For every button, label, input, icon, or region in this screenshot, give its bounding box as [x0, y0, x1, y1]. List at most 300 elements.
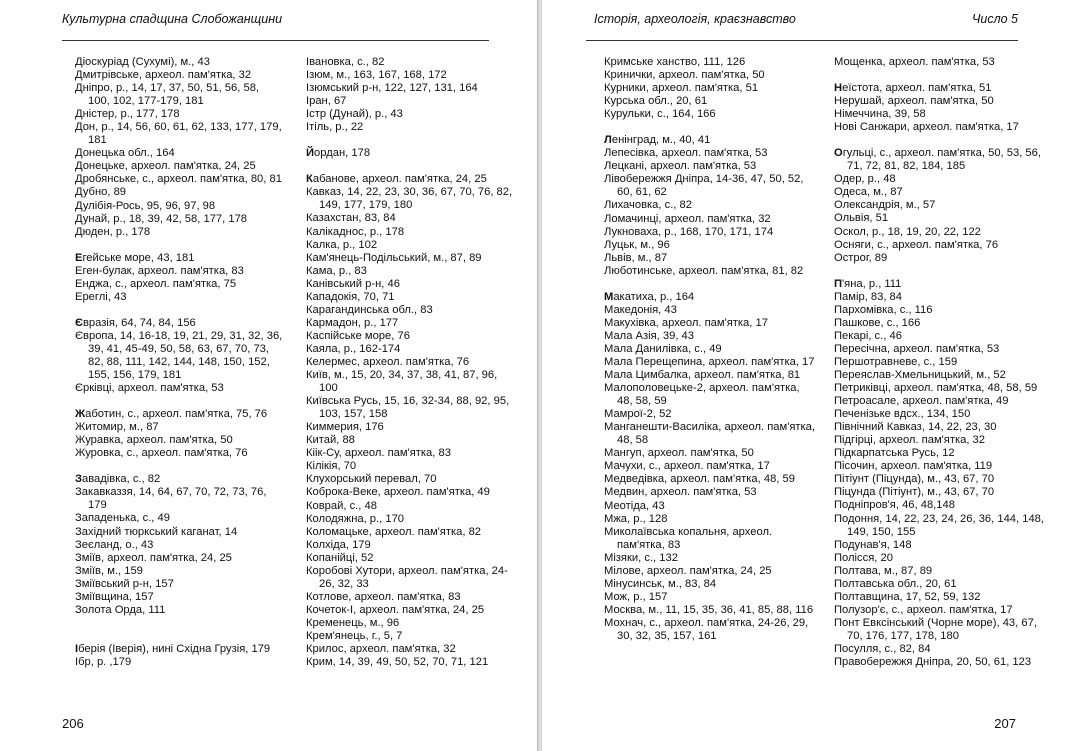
index-entry [75, 512, 283, 525]
entry-gap [75, 460, 283, 473]
entry-text: Піцунда (Пітіунт), м., 43, 67, 70 [834, 486, 995, 499]
entry-text: Полтава, м., 87, 89 [834, 564, 933, 577]
index-entry [75, 408, 283, 421]
index-entry [834, 643, 1054, 656]
entry-text: Німеччина, 39, 58 [834, 108, 926, 121]
entry-text: Киммерия, 176 [306, 421, 384, 434]
entry-text: Канівський р-н, 46 [306, 277, 400, 290]
index-entry [75, 486, 283, 512]
entry-text: Коврай, с., 48 [306, 499, 377, 512]
entry-text: Коробові Хутори, археол. пам'ятка, 24-26, 32, 33 [306, 564, 508, 590]
index-entry [604, 421, 816, 447]
entry-text: Лецкані, археол. пам'ятка, 53 [604, 160, 757, 173]
entry-text: Мощенка, археол. пам'ятка, 53 [834, 56, 995, 68]
entry-text: Кримське ханство, 111, 126 [604, 56, 746, 68]
entry-text: Істр (Дунай), р., 43 [306, 108, 403, 121]
entry-text: Пархомівка, с., 116 [834, 303, 933, 316]
entry-gap [75, 630, 283, 643]
entry-text: Ломачинці, археол. пам'ятка, 32 [604, 212, 771, 225]
index-entry [604, 69, 816, 82]
index-entry [604, 304, 816, 317]
entry-text: Донецьке, археол. пам'ятка, 24, 25 [75, 160, 256, 173]
index-entry [306, 591, 518, 604]
entry-text: Журавка, археол. пам'ятка, 50 [75, 434, 233, 447]
index-entry [604, 291, 816, 304]
index-entry [834, 317, 1054, 330]
index-entry [306, 356, 518, 369]
section-initial: Є [75, 316, 83, 329]
index-entry [604, 356, 816, 369]
index-entry [306, 656, 518, 669]
entry-text: Полтавщина, 17, 52, 59, 132 [834, 590, 981, 603]
entry-text: Крем'янець, г., 5, 7 [306, 629, 403, 642]
entry-text: Кринички, археол. пам'ятка, 50 [604, 69, 765, 82]
entry-text: Мінусинськ, м., 83, 84 [604, 577, 717, 590]
index-entry [834, 108, 1054, 121]
entry-text: Лівобережжя Дніпра, 14-36, 47, 50, 52, 60, 61, 62 [604, 173, 804, 199]
index-entry [604, 239, 816, 252]
section-initial: Е [75, 251, 83, 264]
entry-text: Медвин, археол. пам'ятка, 53 [604, 486, 757, 499]
header-rule [586, 40, 1018, 41]
entry-text: Памір, 83, 84 [834, 290, 902, 303]
index-entry [834, 499, 1054, 512]
section-initial: І [75, 642, 79, 655]
entry-text: Одер, р., 48 [834, 173, 896, 186]
index-entry [834, 486, 1054, 499]
index-entry [834, 369, 1054, 382]
index-entry [834, 382, 1054, 395]
index-entry [604, 460, 816, 473]
entry-text: Ізюм, м., 163, 167, 168, 172 [306, 69, 447, 82]
entry-text: Івановка, с., 82 [306, 56, 385, 68]
index-entry [306, 95, 518, 108]
entry-text: Зміївщина, 157 [75, 590, 154, 603]
entry-text: Карагандинська обл., 83 [306, 303, 433, 316]
index-entry [834, 239, 1054, 252]
entry-text: еїстота, археол. пам'ятка, 51 [842, 82, 992, 95]
entry-text: Кіік-Су, археол. пам'ятка, 83 [306, 447, 451, 460]
index-entry [75, 656, 283, 669]
index-entry [75, 591, 283, 604]
entry-text: Колодяжна, р., 170 [306, 512, 405, 525]
index-entry [604, 486, 816, 499]
entry-text: Дубно, 89 [75, 186, 127, 199]
entry-text: Ізюмський р-н, 122, 127, 131, 164 [306, 82, 478, 95]
index-entry [75, 82, 283, 108]
section-initial: Й [306, 147, 315, 160]
index-entry [604, 369, 816, 382]
index-entry [604, 317, 816, 330]
entry-text: Зміїв, археол. пам'ятка, 24, 25 [75, 551, 232, 564]
entry-text: Казахстан, 83, 84 [306, 212, 396, 225]
index-column [75, 56, 283, 669]
index-entry [306, 69, 518, 82]
entry-text: Курська обл., 20, 61 [604, 95, 708, 108]
entry-text: Мілове, археол. пам'ятка, 24, 25 [604, 564, 772, 577]
entry-text: Луцьк, м., 96 [604, 238, 670, 251]
entry-text: Енджа, с., археол. пам'ятка, 75 [75, 277, 237, 290]
entry-text: Москва, м., 11, 15, 35, 36, 41, 85, 88, 116 [604, 603, 814, 616]
entry-text: Кападокія, 70, 71 [306, 290, 395, 303]
section-initial: З [75, 473, 83, 486]
entry-text: Дмитрівське, археол. пам'ятка, 32 [75, 69, 252, 82]
index-entry [834, 552, 1054, 565]
index-entry [75, 473, 283, 486]
index-entry [306, 186, 518, 212]
index-entry [834, 656, 1054, 669]
running-header-right: Число 5 [971, 12, 1018, 26]
index-entry [834, 121, 1054, 134]
entry-text: Дністер, р., 177, 178 [75, 108, 180, 121]
entry-text: Кавказ, 14, 22, 23, 30, 36, 67, 70, 76, 82, 149, 177, 179, 180 [306, 186, 513, 212]
index-entry [75, 186, 283, 199]
index-entry [306, 552, 518, 565]
index-entry [834, 565, 1054, 578]
entry-text: 'яна, р., 111 [842, 277, 902, 290]
entry-text: Київ, м., 15, 20, 34, 37, 38, 41, 87, 96, 100 [306, 369, 498, 395]
index-entry [75, 147, 283, 160]
index-entry [306, 317, 518, 330]
index-entry [604, 160, 816, 173]
entry-gap [834, 69, 1054, 82]
index-entry [306, 212, 518, 225]
section-initial: К [306, 173, 313, 186]
entry-text: Житомир, м., 87 [75, 421, 159, 434]
entry-text: Кам'янець-Подільський, м., 87, 89 [306, 251, 482, 264]
index-entry [604, 578, 816, 591]
entry-gap [75, 239, 283, 252]
entry-text: Западенька, с., 49 [75, 512, 170, 525]
entry-text: Зміїв, м., 159 [75, 564, 143, 577]
index-entry [834, 617, 1054, 643]
entry-text: Переяслав-Хмельницький, м., 52 [834, 368, 1006, 381]
index-entry [306, 108, 518, 121]
entry-text: Першотравневе, с., 159 [834, 355, 958, 368]
entry-text: Котлове, археол. пам'ятка, 83 [306, 590, 461, 603]
index-entry [604, 604, 816, 617]
index-entry [75, 552, 283, 565]
index-entry [834, 421, 1054, 434]
entry-text: Північний Кавказ, 14, 22, 23, 30 [834, 421, 997, 434]
index-entry [306, 500, 518, 513]
entry-text: Кармадон, р., 177 [306, 316, 399, 329]
section-initial: М [604, 290, 614, 303]
index-entry [834, 252, 1054, 265]
entry-text: ордан, 178 [314, 147, 371, 160]
entry-text: Малополовецьке-2, археол. пам'ятка, 48, 58, 59 [604, 382, 800, 408]
index-entry [834, 513, 1054, 539]
index-entry [306, 486, 518, 499]
entry-text: Дунай, р., 18, 39, 42, 58, 177, 178 [75, 212, 248, 225]
index-entry [306, 630, 518, 643]
index-entry [834, 578, 1054, 591]
page-number: 206 [62, 716, 84, 731]
running-header-left: Культурна спадщина Слобожанщини [62, 12, 283, 26]
header-rule [62, 40, 489, 41]
index-entry [834, 330, 1054, 343]
entry-text: Журовка, с., археол. пам'ятка, 76 [75, 447, 248, 460]
entry-text: Львів, м., 87 [604, 251, 668, 264]
index-entry [834, 460, 1054, 473]
index-entry [834, 173, 1054, 186]
entry-text: Золота Орда, 111 [75, 603, 166, 616]
index-entry [306, 565, 518, 591]
index-entry [604, 343, 816, 356]
entry-gap [75, 395, 283, 408]
index-entry [306, 121, 518, 134]
entry-gap [75, 304, 283, 317]
index-entry [604, 526, 816, 552]
entry-text: Острог, 89 [834, 251, 888, 264]
index-entry [604, 552, 816, 565]
index-entry [604, 199, 816, 212]
entry-text: Петриківці, археол. пам'ятка, 48, 58, 59 [834, 382, 1038, 395]
entry-text: Ітіль, р., 22 [306, 121, 364, 134]
index-entry [834, 539, 1054, 552]
entry-text: Діоскуріад (Сухумі), м., 43 [75, 56, 210, 68]
entry-text: Келермес, археол. пам'ятка, 76 [306, 355, 470, 368]
index-entry [604, 447, 816, 460]
index-entry [306, 239, 518, 252]
section-initial: Ж [75, 408, 86, 421]
entry-text: Медведівка, археол. пам'ятка, 48, 59 [604, 473, 795, 486]
index-entry [75, 539, 283, 552]
entry-text: Курники, археол. пам'ятка, 51 [604, 82, 759, 95]
index-entry [834, 604, 1054, 617]
entry-text: Петроасале, археол. пам'ятка, 49 [834, 395, 1009, 408]
entry-text: вразія, 64, 74, 84, 156 [82, 316, 196, 329]
index-entry [306, 226, 518, 239]
index-entry [75, 278, 283, 291]
section-initial: Л [604, 134, 612, 147]
index-entry [75, 447, 283, 460]
index-entry [834, 199, 1054, 212]
entry-gap [834, 265, 1054, 278]
index-column [834, 56, 1054, 669]
index-entry [75, 108, 283, 121]
entry-text: Мжа, р., 128 [604, 512, 668, 525]
index-entry [306, 473, 518, 486]
entry-text: Кілікія, 70 [306, 460, 357, 473]
entry-text: Лепесівка, археол. пам'ятка, 53 [604, 147, 768, 160]
entry-text: Лукноваха, р., 168, 170, 171, 174 [604, 225, 774, 238]
index-entry [604, 252, 816, 265]
section-initial: П [834, 277, 843, 290]
index-entry [306, 265, 518, 278]
entry-text: Колхіда, 179 [306, 538, 371, 551]
entry-text: Манганешти-Василіка, археол. пам'ятка, 48, 58 [604, 421, 815, 447]
index-entry [75, 226, 283, 239]
entry-gap [306, 134, 518, 147]
entry-text: Калка, р., 102 [306, 238, 378, 251]
entry-text: гейське море, 43, 181 [82, 251, 195, 264]
entry-text: Західний тюркський каганат, 14 [75, 525, 238, 538]
index-entry [834, 95, 1054, 108]
running-header-center: Історія, археологія, краєзнавство [594, 12, 796, 26]
index-entry [306, 526, 518, 539]
index-entry [604, 591, 816, 604]
index-entry [834, 434, 1054, 447]
entry-text: Курульки, с., 164, 166 [604, 108, 716, 121]
entry-text: аботин, с., археол. пам'ятка, 75, 76 [85, 408, 268, 421]
entry-text: Македонія, 43 [604, 303, 677, 316]
index-entry [834, 82, 1054, 95]
entry-text: Пітіунт (Піцунда), м., 43, 67, 70 [834, 473, 995, 486]
entry-text: Каспійське море, 76 [306, 329, 410, 342]
index-entry [306, 82, 518, 95]
index-entry [604, 500, 816, 513]
index-entry [75, 200, 283, 213]
entry-text: Полісся, 20 [834, 551, 893, 564]
index-entry [834, 212, 1054, 225]
entry-text: Подунав'я, 148 [834, 538, 912, 551]
index-column [306, 56, 518, 669]
entry-text: Подніпров'я, 46, 48,148 [834, 499, 955, 512]
index-entry [75, 526, 283, 539]
entry-text: авадівка, с., 82 [82, 473, 161, 486]
index-entry [834, 356, 1054, 369]
index-entry [834, 278, 1054, 291]
index-entry [306, 278, 518, 291]
entry-text: Пашкове, с., 166 [834, 316, 921, 329]
index-entry [604, 108, 816, 121]
index-entry [306, 604, 518, 617]
index-entry [604, 82, 816, 95]
entry-text: Нерушай, археол. пам'ятка, 50 [834, 95, 994, 108]
left-page [0, 0, 538, 751]
entry-text: Китай, 88 [306, 434, 355, 447]
entry-text: Донецька обл., 164 [75, 147, 175, 160]
index-entry [834, 147, 1054, 173]
index-entry [604, 408, 816, 421]
entry-gap [75, 617, 283, 630]
entry-gap [604, 121, 816, 134]
entry-text: Зеєланд, о., 43 [75, 538, 154, 551]
entry-text: Посулля, с., 82, 84 [834, 642, 931, 655]
index-entry [306, 421, 518, 434]
index-entry [75, 643, 283, 656]
entry-text: Макухівка, археол. пам'ятка, 17 [604, 316, 768, 329]
entry-text: Каяла, р., 162-174 [306, 342, 401, 355]
index-entry [604, 147, 816, 160]
entry-text: Мохнач, с., археол. пам'ятка, 24-26, 29, 30, 32, 35, 157, 161 [604, 616, 809, 642]
index-entry [834, 226, 1054, 239]
index-entry [604, 226, 816, 239]
index-entry [834, 473, 1054, 486]
index-entry [604, 265, 816, 278]
index-entry [75, 330, 283, 382]
index-entry [834, 56, 1054, 69]
index-entry [604, 173, 816, 199]
entry-text: Мож, р., 157 [604, 590, 668, 603]
entry-text: енінград, м., 40, 41 [611, 134, 711, 147]
entry-text: Осняги, с., археол. пам'ятка, 76 [834, 238, 999, 251]
entry-text: Мала Цимбалка, археол. пам'ятка, 81 [604, 369, 801, 382]
entry-gap [604, 278, 816, 291]
entry-text: Люботинське, археол. пам'ятка, 81, 82 [604, 264, 804, 277]
index-entry [75, 56, 283, 69]
entry-text: акатиха, р., 164 [613, 290, 695, 303]
index-entry [834, 291, 1054, 304]
entry-text: Мізяки, с., 132 [604, 551, 678, 564]
entry-text: Дніпро, р., 14, 17, 37, 50, 51, 56, 58, 100, 102, 177-179, 181 [75, 82, 260, 108]
index-entry [604, 56, 816, 69]
entry-text: Мала Перещепина, археол. пам'ятка, 17 [604, 355, 815, 368]
index-entry [306, 395, 518, 421]
entry-text: Ібр, р. ,179 [75, 655, 132, 668]
entry-text: берія (Іверія), нині Східна Грузія, 179 [78, 642, 271, 655]
index-entry [604, 617, 816, 643]
index-entry [75, 434, 283, 447]
entry-gap [306, 160, 518, 173]
entry-text: абанове, археол. пам'ятка, 24, 25 [312, 173, 487, 186]
index-entry [75, 213, 283, 226]
entry-text: Мала Азія, 39, 43 [604, 329, 694, 342]
entry-text: Мачухи, с., археол. пам'ятка, 17 [604, 460, 770, 473]
index-entry [306, 147, 518, 160]
entry-text: Мамрої-2, 52 [604, 408, 672, 421]
index-entry [604, 382, 816, 408]
entry-text: Підгірці, археол. пам'ятка, 32 [834, 434, 985, 447]
index-entry [306, 252, 518, 265]
index-entry [75, 265, 283, 278]
index-entry [306, 291, 518, 304]
index-entry [834, 447, 1054, 460]
entry-text: Пересічна, археол. пам'ятка, 53 [834, 342, 1000, 355]
entry-text: Дробянське, с., археол. пам'ятка, 80, 81 [75, 173, 282, 186]
entry-text: Пісочин, археол. пам'ятка, 119 [834, 460, 993, 473]
entry-text: Київська Русь, 15, 16, 32-34, 88, 92, 95, 103, 157, 158 [306, 395, 510, 421]
page-number: 207 [994, 716, 1016, 731]
entry-text: Ереглі, 43 [75, 290, 127, 303]
index-entry [306, 304, 518, 317]
index-entry [75, 604, 283, 617]
right-page [542, 0, 1080, 751]
entry-text: Зміївський р-н, 157 [75, 577, 174, 590]
section-initial: Н [834, 82, 843, 95]
entry-text: Дюден, р., 178 [75, 225, 151, 238]
index-entry [306, 369, 518, 395]
entry-text: Еген-булак, археол. пам'ятка, 83 [75, 264, 244, 277]
entry-text: Кременець, м., 96 [306, 616, 400, 629]
index-entry [306, 330, 518, 343]
index-entry [306, 434, 518, 447]
index-entry [75, 291, 283, 304]
index-entry [75, 173, 283, 186]
index-entry [75, 382, 283, 395]
index-entry [306, 447, 518, 460]
entry-text: Іран, 67 [306, 95, 347, 108]
index-entry [75, 578, 283, 591]
index-entry [604, 134, 816, 147]
entry-text: Дон, р., 14, 56, 60, 61, 62, 133, 177, 179, 181 [75, 121, 282, 147]
entry-text: Правобережжя Дніпра, 20, 50, 61, 123 [834, 656, 1032, 669]
index-entry [834, 186, 1054, 199]
entry-text: Понт Евксінський (Чорне море), 43, 67, 70, 176, 177, 178, 180 [834, 616, 1037, 642]
entry-text: Лихачовка, с., 82 [604, 199, 692, 212]
index-column [604, 56, 816, 643]
entry-text: Копанійці, 52 [306, 551, 374, 564]
entry-text: Коломацьке, археол. пам'ятка, 82 [306, 525, 482, 538]
index-entry [75, 160, 283, 173]
entry-text: Пекарі, с., 46 [834, 329, 902, 342]
index-entry [604, 513, 816, 526]
entry-text: Миколаївська копальня, археол. пам'ятка, 83 [604, 525, 773, 551]
entry-text: Олександрія, м., 57 [834, 199, 936, 212]
entry-text: Коброка-Веке, археол. пам'ятка, 49 [306, 486, 490, 499]
entry-text: Мангуп, археол. пам'ятка, 50 [604, 447, 754, 460]
